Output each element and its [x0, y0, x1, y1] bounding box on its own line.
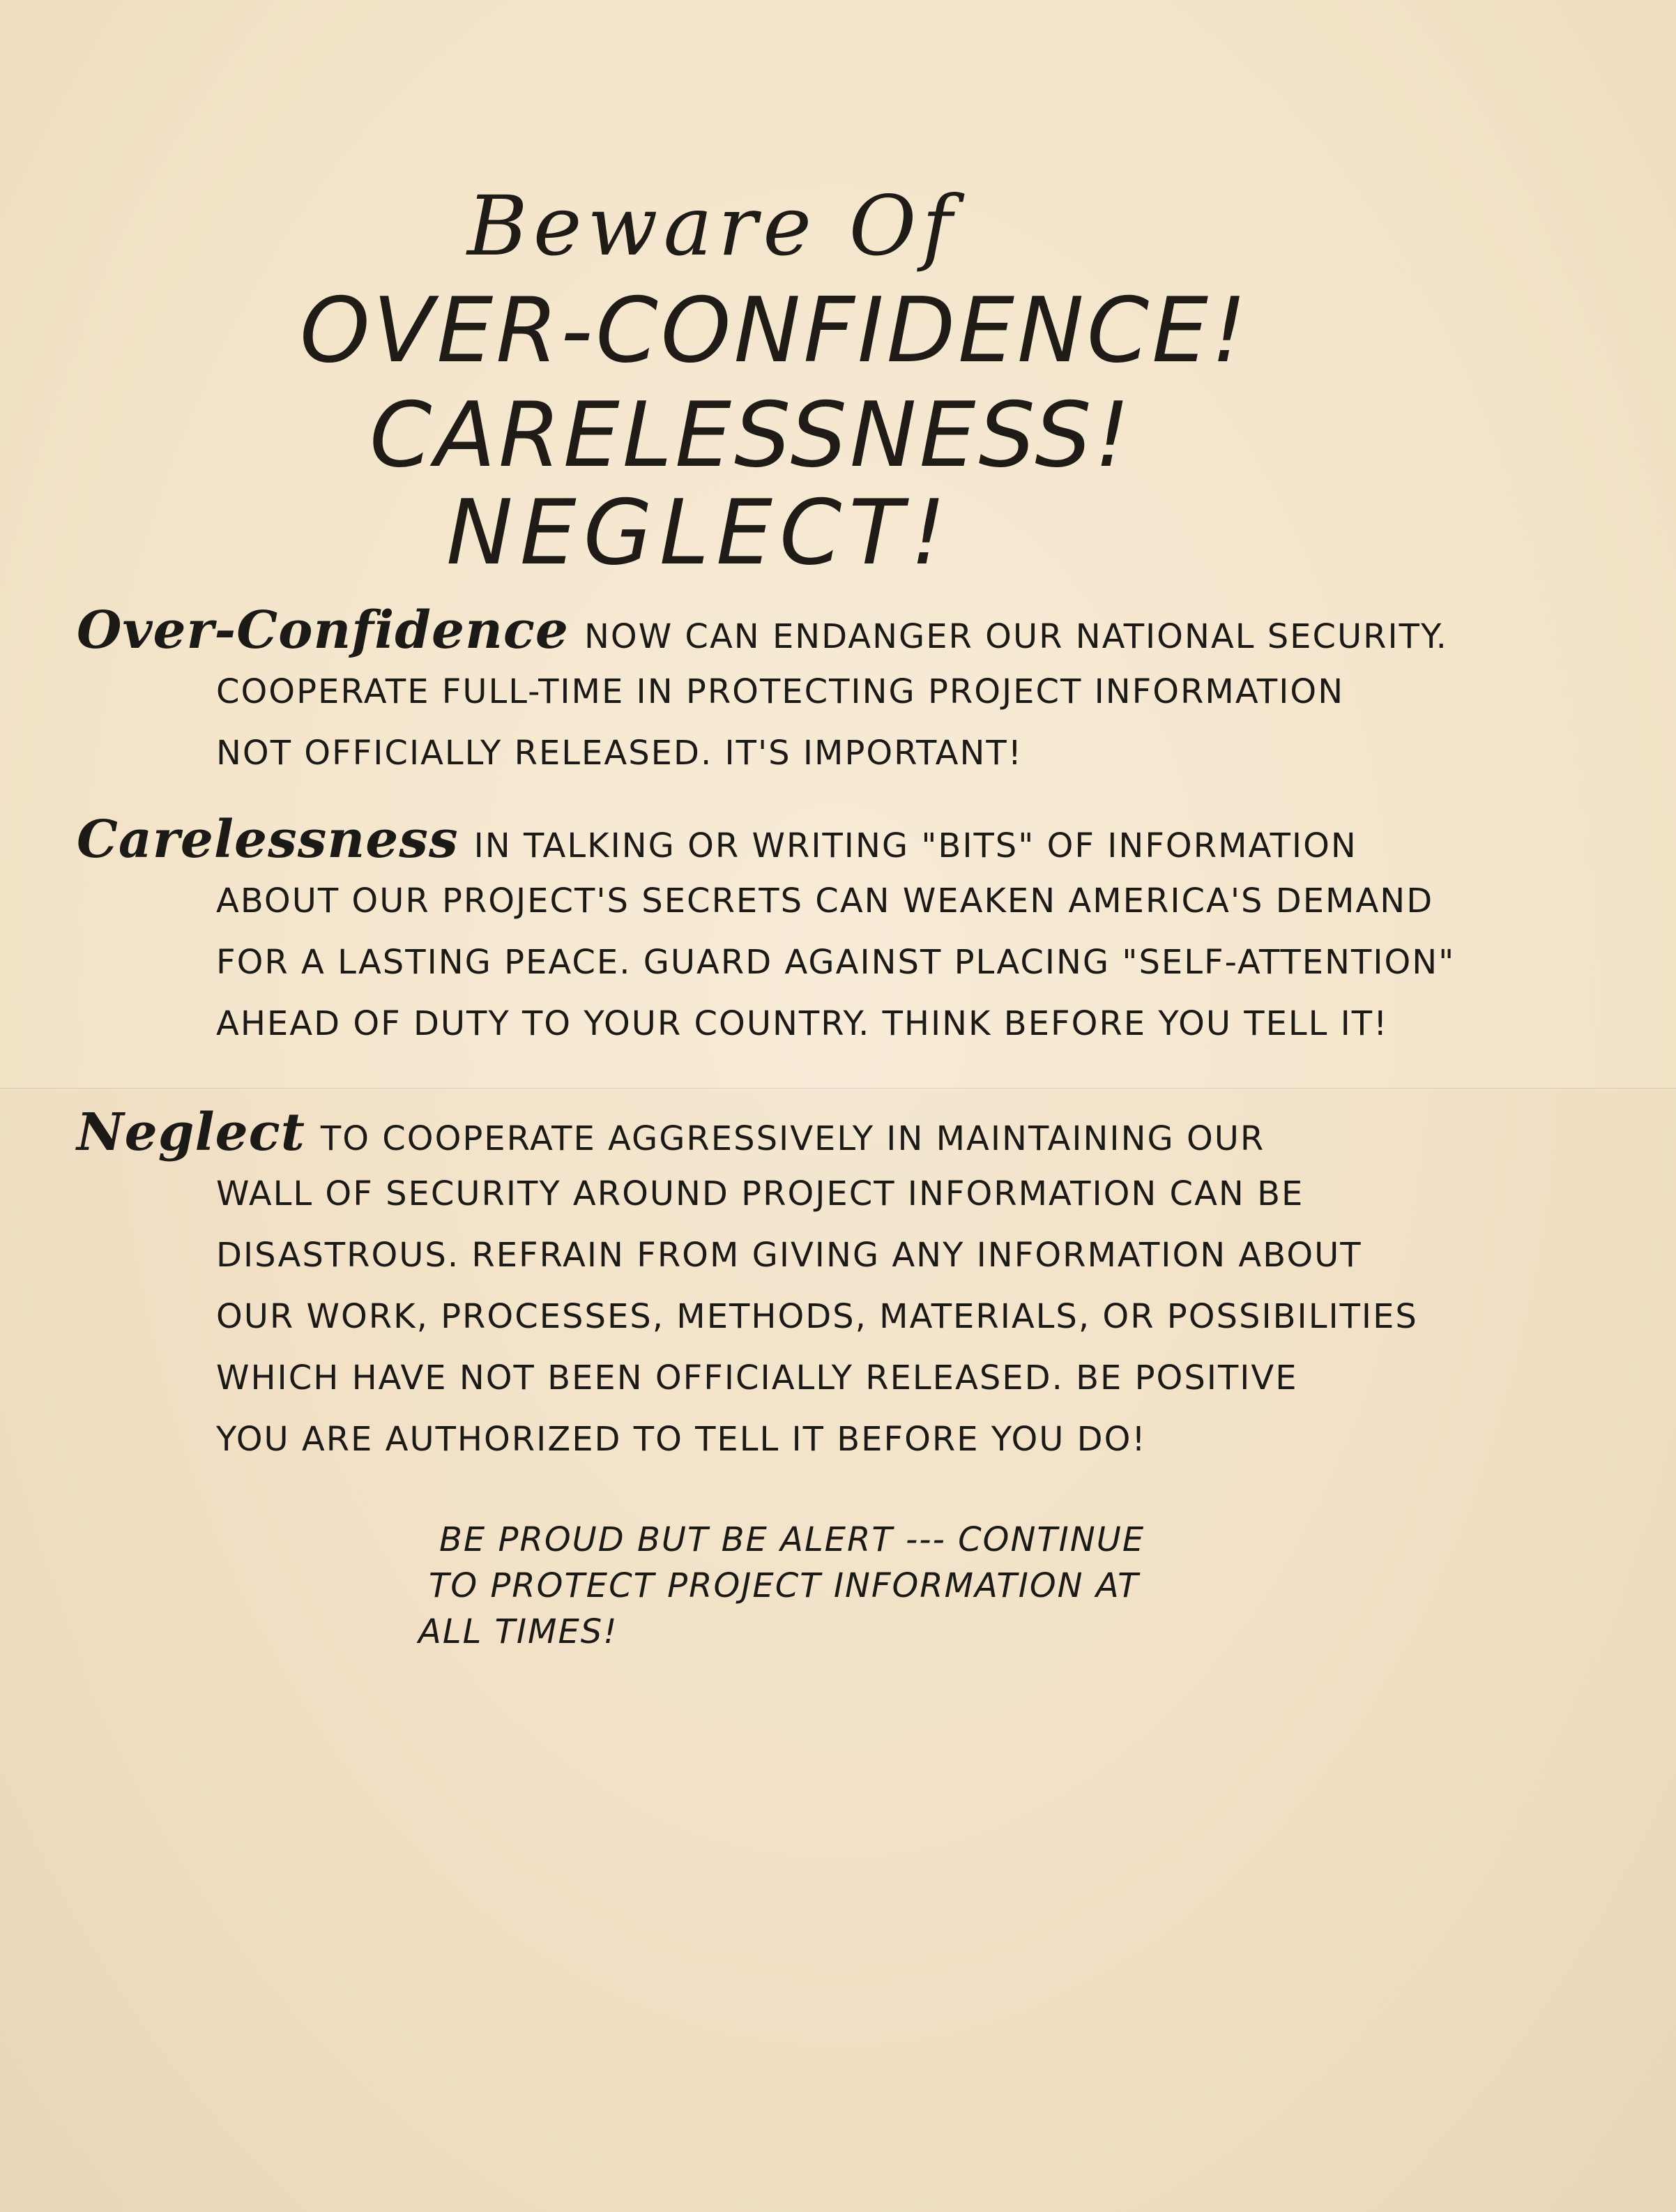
section-carelessness — [77, 809, 1455, 1054]
section-first-line-text: TO COOPERATE AGGRESSIVELY IN MAINTAINING OUR — [320, 1119, 1265, 1158]
section-lead-word: Carelessness — [77, 810, 459, 870]
headline-over-confidence: OVER-CONFIDENCE! — [300, 279, 1250, 383]
section-line: ABOUT OUR PROJECT'S SECRETS CAN WEAKEN AMERICA'S DEMAND — [216, 881, 1434, 921]
headline-neglect: NEGLECT! — [446, 481, 953, 585]
section-first-line — [77, 1102, 1418, 1163]
section-lead-word: Over-Confidence — [77, 600, 570, 660]
section-line: AHEAD OF DUTY TO YOUR COUNTRY. THINK BEFORE YOU TELL IT! — [216, 1004, 1389, 1043]
paper-fold-line — [0, 1088, 1676, 1090]
section-neglect — [77, 1102, 1418, 1470]
section-first-line-text: IN TALKING OR WRITING "BITS" OF INFORMATION — [473, 826, 1357, 865]
closing-line-3: ALL TIMES! — [418, 1612, 618, 1651]
section-first-line-text: NOW CAN ENDANGER OUR NATIONAL SECURITY. — [584, 617, 1448, 656]
section-lead-word: Neglect — [77, 1103, 305, 1162]
section-line: COOPERATE FULL-TIME IN PROTECTING PROJECT INFORMATION — [216, 672, 1345, 711]
section-line: WHICH HAVE NOT BEEN OFFICIALLY RELEASED. BE POSITIVE — [216, 1358, 1298, 1397]
section-line: FOR A LASTING PEACE. GUARD AGAINST PLACING "SELF-ATTENTION" — [216, 943, 1456, 982]
section-line: DISASTROUS. REFRAIN FROM GIVING ANY INFORMATION ABOUT — [216, 1236, 1362, 1275]
section-first-line — [77, 600, 1448, 661]
closing-line-2: TO PROTECT PROJECT INFORMATION AT — [429, 1566, 1140, 1605]
headline-carelessness: CARELESSNESS! — [370, 384, 1133, 487]
section-over-confidence — [77, 600, 1448, 784]
section-line: OUR WORK, PROCESSES, METHODS, MATERIALS, OR POSSIBILITIES — [216, 1297, 1418, 1336]
section-line: WALL OF SECURITY AROUND PROJECT INFORMATION CAN BE — [216, 1174, 1304, 1213]
section-line: NOT OFFICIALLY RELEASED. IT'S IMPORTANT! — [216, 734, 1023, 773]
headline-beware-of: Beware Of — [467, 178, 959, 274]
closing-statement — [418, 1517, 1145, 1655]
section-first-line — [77, 809, 1455, 870]
closing-line-1: BE PROUD BUT BE ALERT --- CONTINUE — [439, 1520, 1145, 1559]
section-line: YOU ARE AUTHORIZED TO TELL IT BEFORE YOU DO! — [216, 1420, 1147, 1459]
